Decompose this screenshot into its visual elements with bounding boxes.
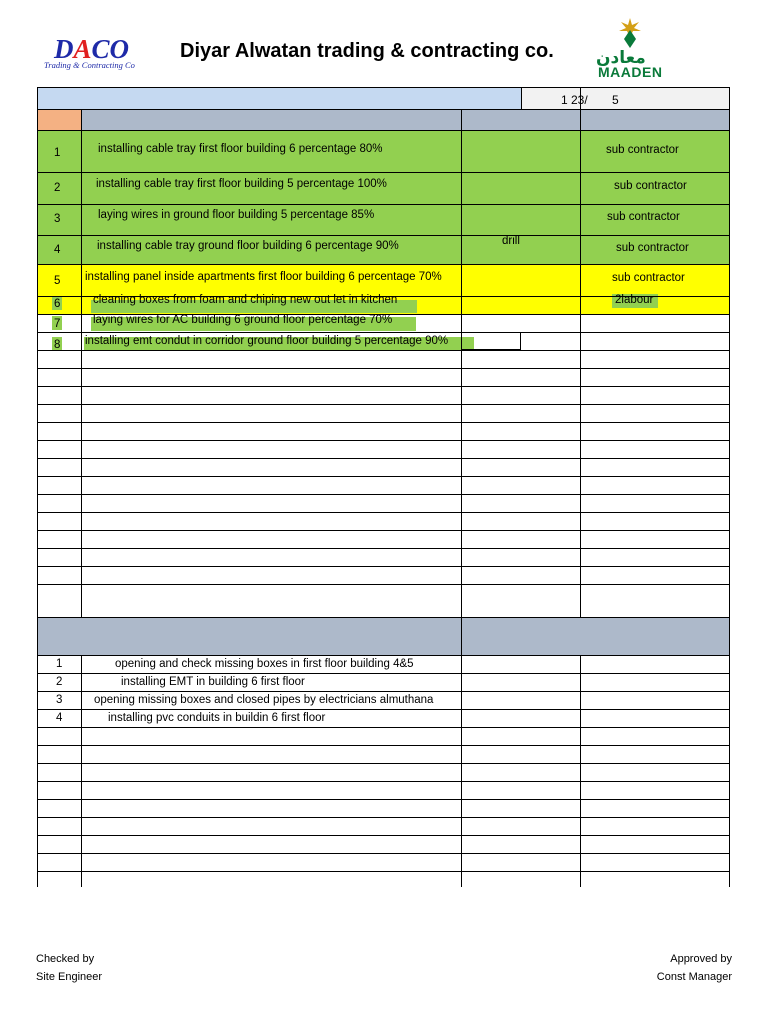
plan-number: 4 — [56, 712, 63, 724]
grid-line — [37, 691, 729, 692]
grid-line — [37, 763, 729, 764]
checked-by-label: Checked by — [36, 953, 95, 965]
grid-line — [37, 368, 729, 369]
plan-number: 3 — [56, 694, 63, 706]
grid-line — [37, 673, 729, 674]
grid-line — [580, 109, 581, 617]
grid-line — [580, 655, 581, 887]
plan-header-fill — [37, 617, 729, 655]
maaden-logo — [594, 18, 668, 80]
approved-by-label: Approved by — [670, 953, 732, 965]
grid-line — [37, 548, 729, 549]
header-no-fill — [37, 109, 81, 130]
maaden-english-text: MAADEN — [598, 64, 663, 80]
grid-line — [37, 350, 729, 351]
grid-line — [81, 109, 82, 618]
grid-line — [37, 709, 729, 710]
date-part2: 5 — [612, 93, 619, 107]
grid-line — [37, 745, 729, 746]
grid-line — [81, 655, 82, 887]
grid-line — [37, 799, 729, 800]
daco-logo-accent: A — [73, 34, 92, 64]
grid-line — [461, 109, 462, 617]
task-manpower: 2labour — [615, 294, 654, 306]
grid-line — [37, 566, 729, 567]
task-description: installing cable tray ground floor building 6 percentage 90% — [97, 240, 399, 252]
plan-description: opening and check missing boxes in first floor building 4&5 — [115, 658, 414, 670]
grid-line — [37, 458, 729, 459]
grid-line — [521, 87, 522, 109]
grid-line — [461, 617, 462, 887]
grid-line — [37, 727, 729, 728]
grid-line — [37, 87, 729, 88]
grid-line — [37, 871, 729, 872]
daco-logo-subtitle: Trading & Contracting Co — [44, 60, 135, 70]
maaden-star-icon — [616, 18, 644, 48]
header-row-fill — [81, 109, 729, 130]
task-description: laying wires for AC building 6 ground floor percentage 70% — [93, 314, 393, 326]
grid-line — [37, 494, 729, 495]
grid-line — [37, 530, 729, 531]
task-description: cleaning boxes from foam and chiping new out let in kitchen — [93, 294, 398, 306]
plan-description: installing pvc conduits in buildin 6 first floor — [108, 712, 326, 724]
task-number: 6 — [54, 298, 61, 310]
task-manpower: sub contractor — [614, 180, 687, 192]
grid-line — [37, 130, 729, 131]
date-part1: 1 23/ — [561, 93, 588, 107]
grid-line — [37, 404, 729, 405]
title-row-fill — [37, 87, 521, 109]
grid-line — [37, 655, 729, 656]
task-number: 1 — [54, 147, 61, 159]
grid-line — [37, 172, 729, 173]
task-manpower: sub contractor — [616, 242, 689, 254]
row8-equipment-cell — [461, 332, 521, 350]
task-number: 7 — [54, 318, 61, 330]
plan-description: opening missing boxes and closed pipes by electricians almuthana — [94, 694, 434, 706]
grid-line — [37, 264, 729, 265]
approved-by-role: Const Manager — [656, 971, 732, 983]
grid-line — [37, 204, 729, 205]
task-equipment: drill — [502, 235, 520, 247]
grid-line — [37, 853, 729, 854]
plan-description: installing EMT in building 6 first floor — [121, 676, 305, 688]
grid-line — [37, 512, 729, 513]
grid-line — [37, 386, 729, 387]
task-description: installing emt condut in corridor ground floor building 5 percentage 90% — [85, 335, 449, 347]
task-manpower: sub contractor — [607, 211, 680, 223]
plan-number: 1 — [56, 658, 63, 670]
task-description: laying wires in ground floor building 5 percentage 85% — [98, 209, 375, 221]
task-number: 5 — [54, 275, 61, 287]
maaden-arabic-text: معادن — [596, 48, 646, 67]
task-description: installing panel inside apartments first floor building 6 percentage 70% — [85, 271, 442, 283]
grid-line — [37, 584, 729, 585]
task-number: 3 — [54, 213, 61, 225]
task-manpower: sub contractor — [612, 272, 685, 284]
task-description: installing cable tray first floor building 5 percentage 100% — [96, 178, 387, 190]
grid-line — [37, 476, 729, 477]
task-manpower: sub contractor — [606, 144, 679, 156]
grid-line — [37, 87, 38, 887]
grid-line — [37, 422, 729, 423]
task-number: 4 — [54, 244, 61, 256]
grid-line — [37, 617, 729, 618]
grid-line — [37, 235, 729, 236]
daco-logo-text: DACO — [54, 34, 130, 64]
grid-line — [37, 440, 729, 441]
grid-line — [37, 835, 729, 836]
daco-logo — [44, 36, 148, 76]
company-title: Diyar Alwatan trading & contracting co. — [180, 40, 554, 62]
grid-line — [729, 87, 730, 887]
checked-by-role: Site Engineer — [36, 971, 103, 983]
plan-number: 2 — [56, 676, 63, 688]
task-number: 2 — [54, 182, 61, 194]
grid-line — [37, 109, 729, 110]
date-cell-fill — [521, 87, 729, 109]
task-description: installing cable tray first floor building 6 percentage 80% — [98, 143, 383, 155]
grid-line — [37, 817, 729, 818]
grid-line — [37, 332, 729, 333]
task-number: 8 — [54, 339, 61, 351]
grid-line — [37, 781, 729, 782]
